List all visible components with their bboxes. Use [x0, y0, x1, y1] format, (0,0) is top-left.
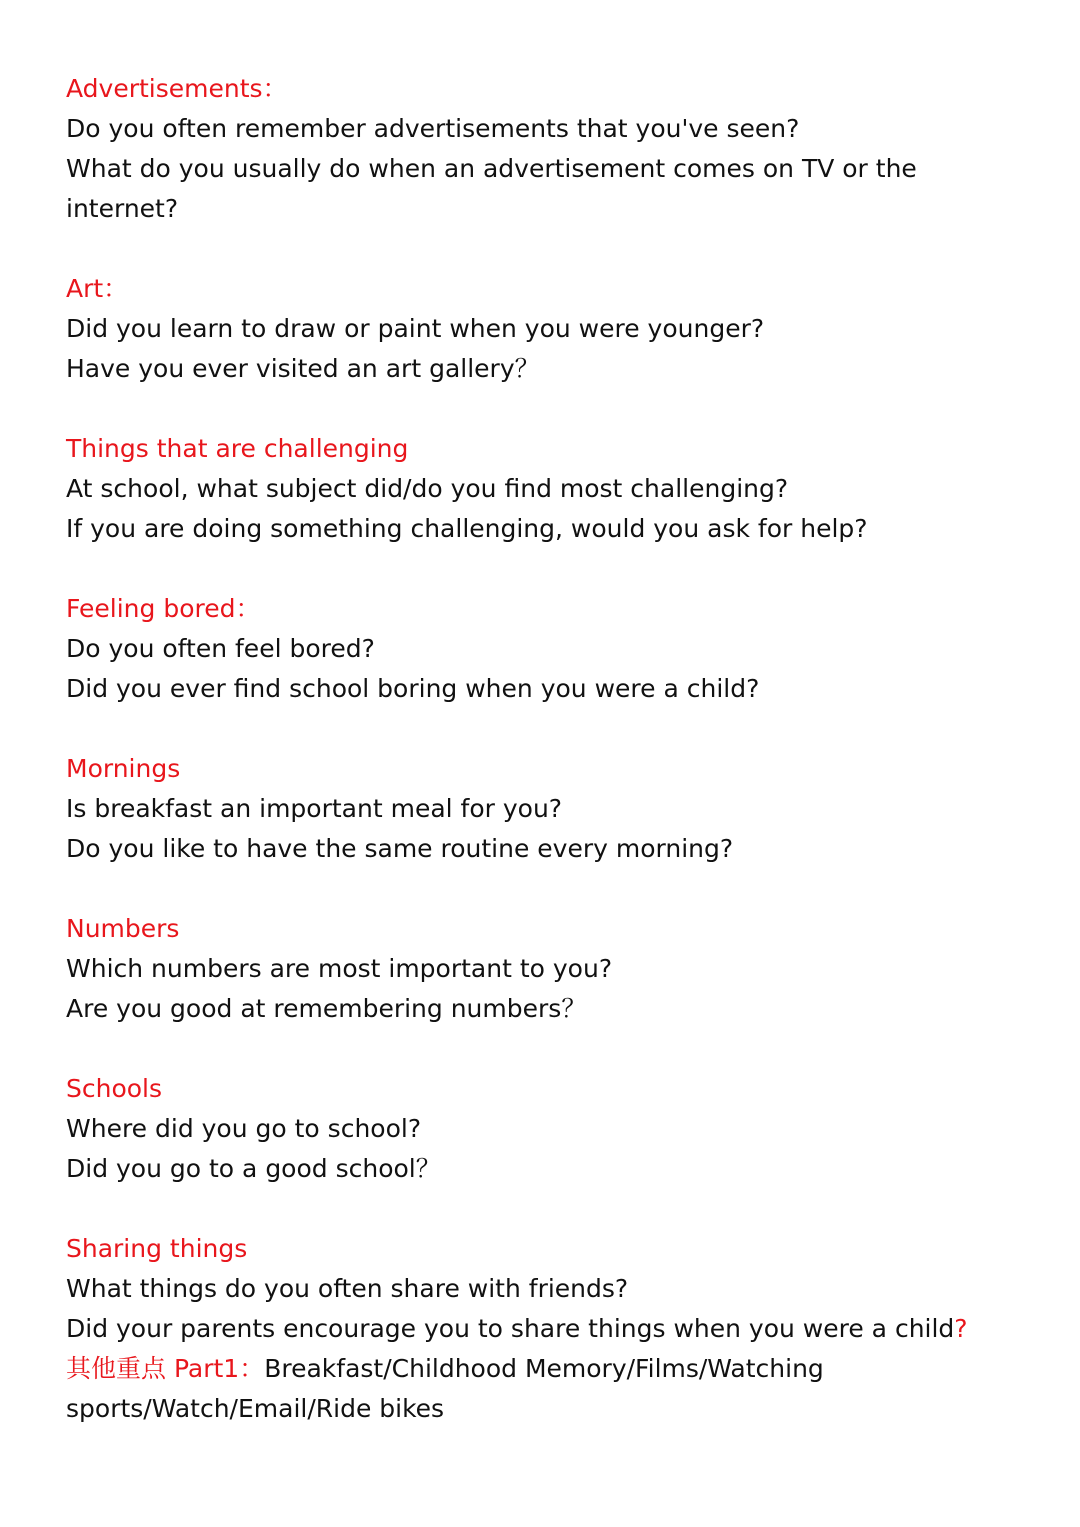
section-art	[66, 269, 1026, 389]
question-line: What do you usually do when an advertisement comes on TV or the	[66, 154, 917, 183]
section-spacer	[66, 869, 1026, 909]
question-line: Have you ever visited an art gallery？	[66, 354, 540, 383]
key-topics-line	[66, 1349, 1026, 1389]
question-line: internet?	[66, 194, 179, 223]
question-line: Do you often remember advertisements that you've seen?	[66, 114, 800, 143]
question-line: At school, what subject did/do you find most challenging?	[66, 474, 789, 503]
section-heading: Feeling bored：	[66, 594, 261, 623]
key-topics-list: Breakfast/Childhood Memory/Films/Watching	[264, 1354, 824, 1383]
section-schools	[66, 1069, 1026, 1189]
question-line: If you are doing something challenging, would you ask for help?	[66, 514, 868, 543]
section-heading: Art：	[66, 274, 129, 303]
question-line: Did you learn to draw or paint when you were younger?	[66, 314, 765, 343]
question-text: Did your parents encourage you to share things when you were a child	[66, 1314, 955, 1343]
question-document	[66, 69, 1026, 1429]
key-topics-line: sports/Watch/Email/Ride bikes	[66, 1394, 445, 1423]
section-spacer	[66, 709, 1026, 749]
section-advertisements	[66, 69, 1026, 229]
section-mornings	[66, 749, 1026, 869]
section-heading: Advertisements：	[66, 74, 288, 103]
section-sharing-things	[66, 1229, 1026, 1349]
section-heading: Mornings	[66, 754, 181, 783]
key-topics-label: 其他重点 Part1：	[66, 1354, 265, 1383]
question-line: Do you often feel bored?	[66, 634, 375, 663]
section-spacer	[66, 229, 1026, 269]
section-spacer	[66, 1029, 1026, 1069]
question-line: Did you go to a good school？	[66, 1154, 441, 1183]
section-heading: Things that are challenging	[66, 434, 409, 463]
question-line	[66, 1309, 1026, 1349]
section-heading: Sharing things	[66, 1234, 248, 1263]
section-heading: Numbers	[66, 914, 180, 943]
section-spacer	[66, 389, 1026, 429]
key-topics-note	[66, 1349, 1026, 1429]
question-line: Where did you go to school?	[66, 1114, 422, 1143]
section-spacer	[66, 549, 1026, 589]
question-mark: ?	[954, 1314, 968, 1343]
question-line: Which numbers are most important to you?	[66, 954, 613, 983]
section-heading: Schools	[66, 1074, 163, 1103]
question-line: Do you like to have the same routine every morning?	[66, 834, 734, 863]
question-line: What things do you often share with friends?	[66, 1274, 629, 1303]
question-line: Are you good at remembering numbers？	[66, 994, 587, 1023]
question-line: Did you ever find school boring when you were a child?	[66, 674, 760, 703]
section-spacer	[66, 1189, 1026, 1229]
section-feeling-bored	[66, 589, 1026, 709]
question-line: Is breakfast an important meal for you?	[66, 794, 563, 823]
section-things-that-are-challenging	[66, 429, 1026, 549]
section-numbers	[66, 909, 1026, 1029]
